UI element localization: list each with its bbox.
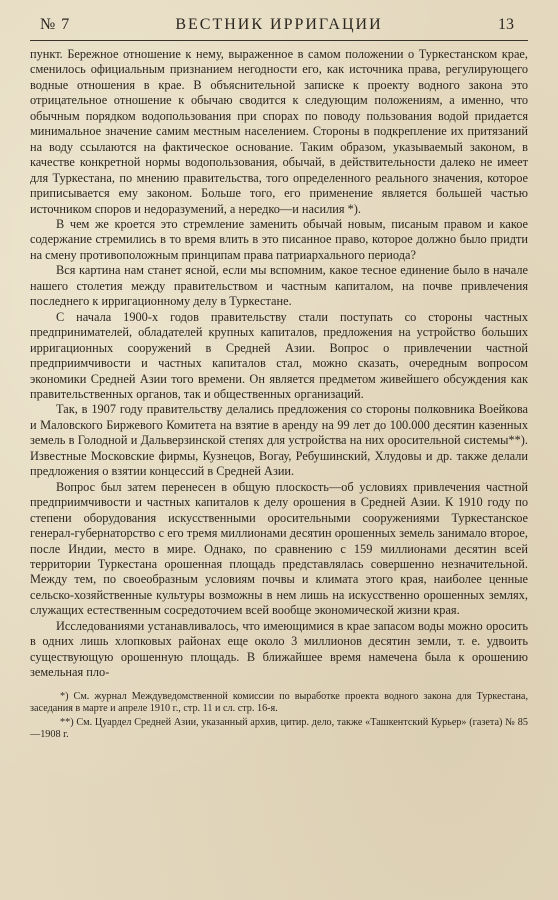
paragraph-6: Вопрос был затем перенесен в общую плоскость—об условиях привлечения частной предприимчивости и частных капиталов к делу орошения в Средней Азии. К 1910 году по степени оборудования искусственными оросительными сооружениями Туркестанское генерал-губернаторство с его тремя миллионами десятин орошенных земель занимало второе, после Индии, место в мире. Однако, по сравнению с 159 миллионами десятин всей территории Туркестана орошенная площадь представлялась совершенно незначительной. Между тем, по своеобразным условиям почвы и климата этого края, наиболее ценные сельско-хозяйственные культуры возможны в нем лишь на искусственно орошенных землях, служащих естественным сосредоточием всей вообще экономической жизни края. [30, 479, 528, 618]
paragraph-3: Вся картина нам станет ясной, если мы вспомним, какое тесное единение было в начале нашего столетия между правительством и частным капиталом, на почве привлечения последнего к ирригационному делу в Туркестане. [30, 263, 528, 309]
footnote-2: **) См. Цуардел Средней Азии, указанный архив, цитир. дело, также «Ташкентский Курьер» (газета) № 85—1908 г. [30, 717, 528, 741]
issue-number: № 7 [40, 16, 71, 33]
paragraph-7: Исследованиями устанавливалось, что имеющимися в крае запасом воды можно оросить в одних лишь хлопковых районах еще около 3 миллионов десятин земли, т. е. удвоить существующую орошенную площадь. В ближайшее время намечена была к орошению земельная пло- [30, 618, 528, 680]
paragraph-4: С начала 1900-х годов правительству стали поступать со стороны частных предпринимателей, обладателей крупных капиталов, предложения на устройство больших ирригационных сооружений в Средней Азии. Вопрос о привлечении частной предприимчивости и частных капиталов стал, можно сказать, очередным вопросом экономики Средней Азии того времени. Он является предметом живейшего обсуждения как правительственных органов, так и общественных организаций. [30, 309, 528, 401]
footnotes [30, 691, 528, 742]
paragraph-2: В чем же кроется это стремление заменить обычай новым, писаным правом и какое содержание стремились в то время влить в это писанное право, которое должно было придти на смену противоположным принципам права патриархального периода? [30, 216, 528, 262]
paragraph-5: Так, в 1907 году правительству делались предложения со стороны полковника Воейкова и Маловского Биржевого Комитета на взятие в аренду на 99 лет до 100.000 десятин казенных земель в Голодной и Дальверзинской степях для устройства на них оросительной системы**). Известные Московские фирмы, Кузнецов, Вогау, Ребушинский, Хлудовы и др. также делали предложения о взятии концессий в Средней Азии. [30, 402, 528, 479]
footnote-1: *) См. журнал Междуведомственной комиссии по выработке проекта водного закона для Туркестана, заседания в марте и апреле 1910 г., стр. 11 и сл. стр. 16-я. [30, 690, 528, 714]
journal-title: ВЕСТНИК ИРРИГАЦИИ [175, 16, 383, 33]
paragraph-1: пункт. Бережное отношение к нему, выраженное в самом положении о Туркестанском крае, сменилось официальным признанием негодности его, как источника права, регулирующего водные отношения в крае. В объяснительной записке к проекту водного закона это отрицательное отношение к обычаю сводится к следующим положениям, а именно, что обычным порядком водопользования при спорах по поводу пользования водой придается минимальное значение самим местным населением. Стороны в подкрепление их притязаний на воду ссылаются на фактическое основание. Таким образом, указываемый законом, в качестве конкретной нормы водопользования, обычай, в действительности далеко не имеет для Туркестана, по мнению правительства, того определенного реального значения, которое приписывается ему законом. Больше того, его применение является большей частью источником споров и недоразумений, а нередко—и насилия *). [30, 47, 528, 216]
article-body [30, 47, 528, 681]
page-number: 13 [498, 16, 514, 33]
page-header [30, 14, 528, 41]
